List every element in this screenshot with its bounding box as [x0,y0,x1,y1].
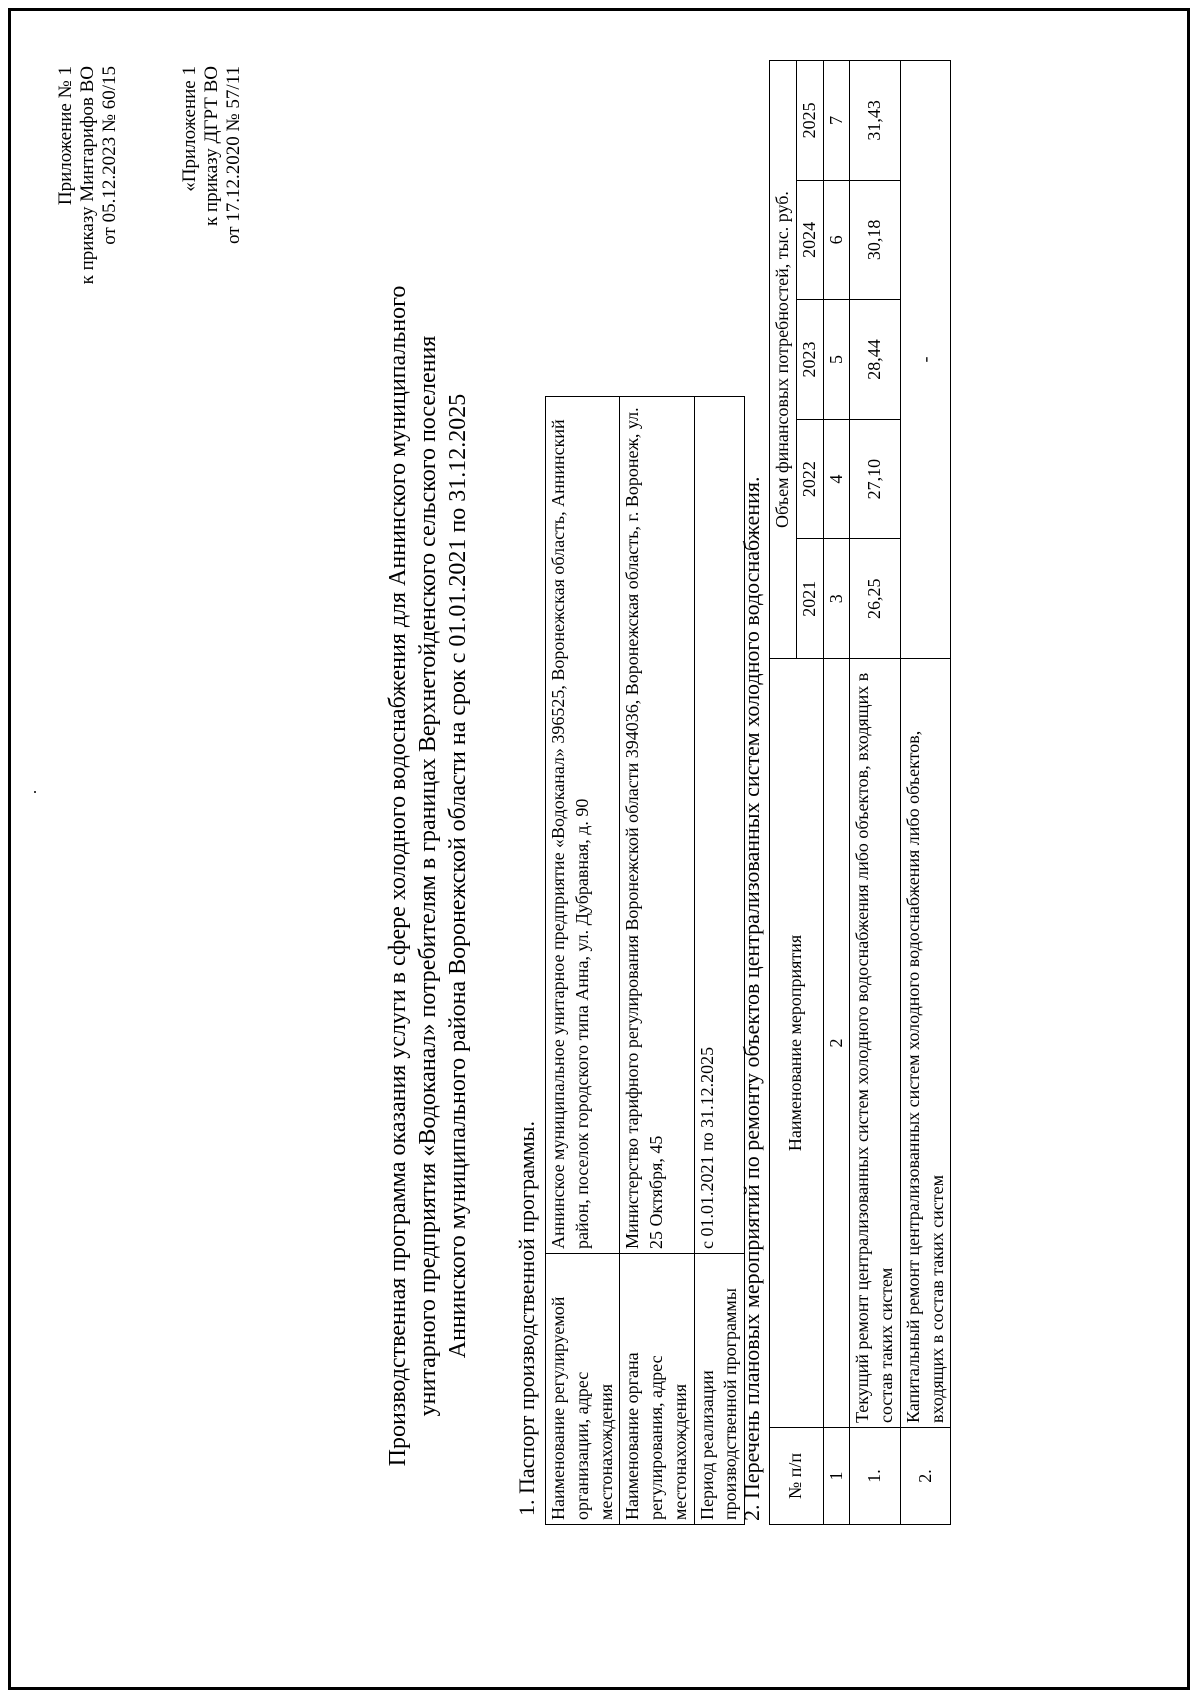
measure-name: Капитальный ремонт централизованных систем холодного водоснабжения либо объектов, входящих в состав таких систем [900,659,951,1428]
passport-value: с 01.01.2021 по 31.12.2025 [694,397,745,1254]
value-cell-merged: - [900,61,951,659]
passport-value: Аннинское муниципальное унитарное предприятие «Водоканал» 396525, Воронежская область, Аннинский район, поселок городского типа Анна, ул. Дубравная, д. 90 [546,397,620,1254]
value-cell: 28,44 [850,300,901,420]
column-index: 5 [823,300,850,420]
table-row [620,397,694,1525]
appendix-1-line-1: Приложение № 1 [55,66,76,206]
repair-measures-table [769,60,951,1525]
measure-name: Текущий ремонт централизованных систем холодного водоснабжения либо объектов, входящих в состав таких систем [850,659,901,1428]
column-index-row [823,61,850,1525]
row-number: 1. [850,1428,901,1525]
appendix-1-line-3: от 05.12.2023 № 60/15 [98,66,120,245]
section-1-title: 1. Паспорт производственной программы. [514,1121,539,1516]
rotated-content [27,26,1177,1676]
header-financial-volume: Объем финансовых потребностей, тыс. руб. [770,61,797,659]
column-index: 6 [823,180,850,300]
appendix-2-line-2: к приказу ДГРТ ВО [200,66,222,227]
passport-label: Наименование органа регулирования, адрес местонахождения [620,1254,694,1525]
header-year: 2023 [796,300,823,420]
table-row [900,61,951,1525]
header-year: 2024 [796,180,823,300]
appendix-reference-2 [179,66,245,486]
passport-label: Период реализации производственной программы [694,1254,745,1525]
section-2-title: 2. Перечень плановых мероприятий по ремонту объектов централизованных систем холодного водоснабжения. [739,476,764,1521]
value-cell: 26,25 [850,539,901,659]
column-index: 1 [823,1428,850,1525]
header-year: 2021 [796,539,823,659]
column-index: 3 [823,539,850,659]
document-page [8,8,1190,1690]
value-cell: 31,43 [850,61,901,181]
column-index: 2 [823,659,850,1428]
table-row [694,397,745,1525]
title-line-3: Аннинского муниципального района Воронежской области на срок с 01.01.2021 по 31.12.2025 [445,393,471,1359]
appendix-reference-1 [55,66,121,486]
table-row [850,61,901,1525]
passport-table [545,396,745,1525]
header-number: № п/п [770,1428,824,1525]
passport-label: Наименование регулируемой организации, адрес местонахождения [546,1254,620,1525]
column-index: 7 [823,61,850,181]
passport-value: Министерство тарифного регулирования Воронежской области 394036, Воронежская область, г. Воронеж, ул. 25 Октября, 45 [620,397,694,1254]
column-index: 4 [823,419,850,539]
appendix-2-line-1: «Приложение 1 [179,66,200,192]
title-line-1: Производственная программа оказания услуги в сфере холодного водоснабжения для Аннинского муниципального [385,285,411,1467]
row-number: 2. [900,1428,951,1525]
appendix-2-line-3: от 17.12.2020 № 57/11 [222,66,244,245]
table-row [546,397,620,1525]
header-year: 2025 [796,61,823,181]
header-measure-name: Наименование мероприятия [770,659,824,1428]
appendix-1-line-2: к приказу Минтарифов ВО [76,66,98,285]
value-cell: 27,10 [850,419,901,539]
title-line-2: унитарного предприятия «Водоканал» потребителям в границах Верхнетойденского сельского поселения [415,335,441,1417]
table-header-row [770,61,797,1525]
document-title [383,176,473,1576]
value-cell: 30,18 [850,180,901,300]
header-year: 2022 [796,419,823,539]
